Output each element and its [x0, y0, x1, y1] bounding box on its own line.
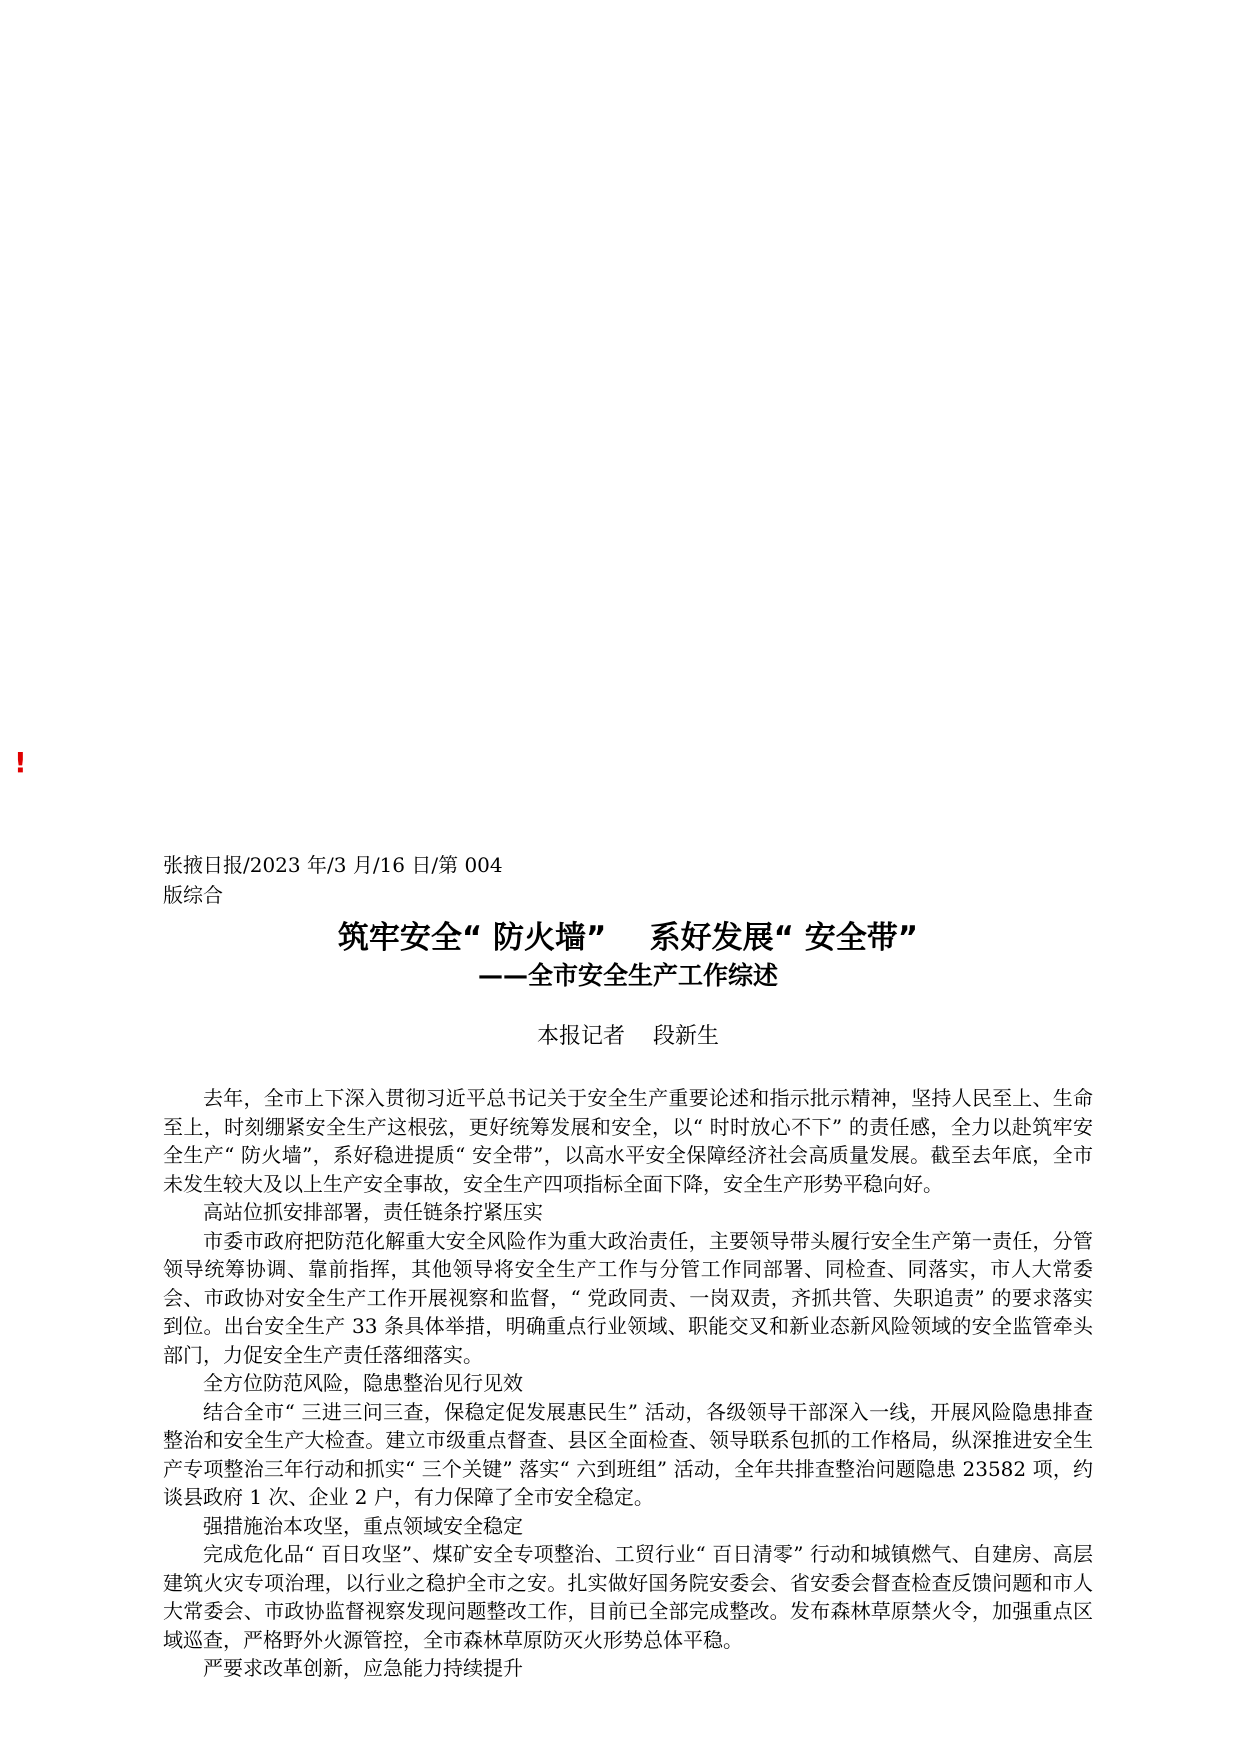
paragraph-intro: 去年，全市上下深入贯彻习近平总书记关于安全生产重要论述和指示批示精神，坚持人民至上、生命至上，时刻绷紧安全生产这根弦，更好统筹发展和安全，以“ 时时放心不下” 的责任感，全力以赴筑牢安全生产“ 防火墙”，系好稳进提质“ 安全带”，以高水平安全保障经济社会高质量发展。截至去年底，全市未发生较大及以上生产安全事故，安全生产四项指标全面下降，安全生产形势平稳向好。	[163, 1086, 1093, 1196]
paragraph-responsibility: 市委市政府把防范化解重大安全风险作为重大政治责任，主要领导带头履行安全生产第一责任，分管领导统筹协调、靠前指挥，其他领导将安全生产工作与分管工作同部署、同检查、同落实，市人大常委会、市政协对安全生产工作开展视察和监督，“ 党政同责、一岗双责，齐抓共管、失职追责” 的要求落实到位。出台安全生产 33 条具体举措，明确重点行业领域、职能交叉和新业态新风险领域的安全监管牵头部门，力促安全生产责任落细落实。	[163, 1228, 1093, 1367]
paragraph-risk-prevention: 结合全市“ 三进三问三查，保稳定促发展惠民生” 活动，各级领导干部深入一线，开展风险隐患排查整治和安全生产大检查。建立市级重点督查、县区全面检查、领导联系包抓的工作格局，纵深推进安全生产专项整治三年行动和抓实“ 三个关键” 落实“ 六到班组” 活动，全年共排查整治问题隐患 23582 项，约谈县政府 1 次、企业 2 户，有力保障了全市安全稳定。	[163, 1399, 1093, 1509]
article	[163, 850, 1093, 1683]
byline: 本报记者 段新生	[537, 1024, 719, 1049]
article-body	[163, 1084, 1093, 1683]
dateline: 张掖日报/2023 年/3 月/16 日/第 004 版综合	[163, 853, 503, 907]
section-heading-emergency-capacity: 严要求改革创新，应急能力持续提升	[203, 1656, 523, 1680]
red-exclamation-mark: !	[14, 746, 27, 779]
section-heading-key-areas: 强措施治本攻坚，重点领域安全稳定	[203, 1513, 523, 1538]
section-heading-responsibility: 高站位抓安排部署，责任链条拧紧压实	[203, 1200, 543, 1224]
section-heading-risk-prevention: 全方位防范风险，隐患整治见行见效	[203, 1371, 523, 1395]
article-subtitle: ——全市安全生产工作综述	[477, 961, 778, 990]
article-title: 筑牢安全“ 防火墙” 系好发展“ 安全带”	[337, 920, 919, 956]
paragraph-key-areas: 完成危化品“ 百日攻坚”、煤矿安全专项整治、工贸行业“ 百日清零” 行动和城镇燃气、自建房、高层建筑火灾专项治理，以行业之稳护全市之安。扎实做好国务院安委会、省安委会督查检查反馈问题和市人大常委会、市政协监督视察发现问题整改工作，目前已全部完成整改。发布森林草原禁火令，加强重点区域巡查，严格野外火源管控，全市森林草原防灭火形势总体平稳。	[163, 1542, 1093, 1652]
